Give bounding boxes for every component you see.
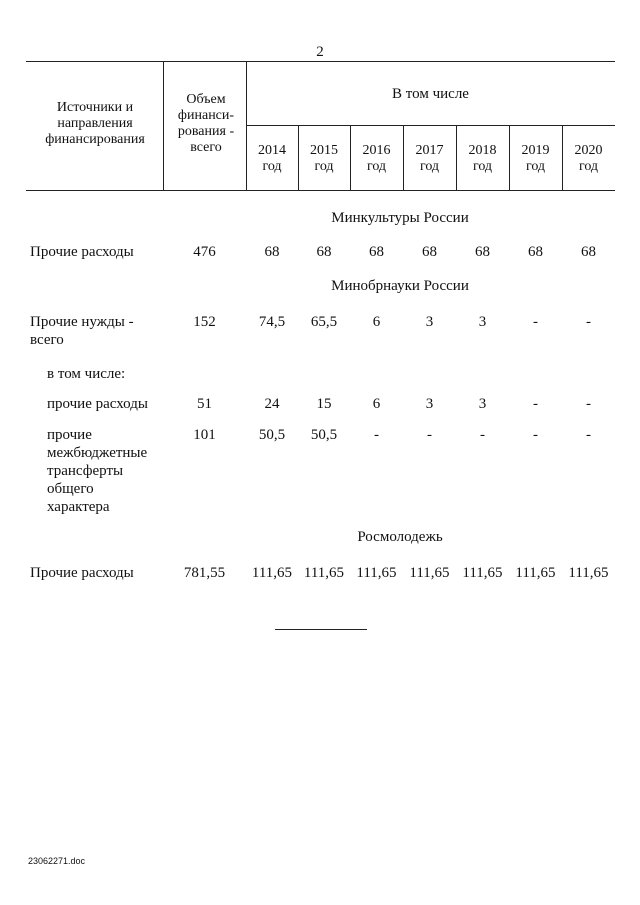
year-2014 — [246, 143, 298, 175]
header-year-rule — [246, 125, 615, 126]
row-value: - — [533, 427, 538, 443]
row-total: 101 — [193, 427, 216, 443]
row-total: 476 — [193, 244, 216, 260]
row-value: - — [533, 396, 538, 412]
row-value: - — [586, 314, 591, 330]
row-value: 111,65 — [568, 565, 609, 581]
row-value: 68 — [316, 244, 332, 260]
year-unit: год — [525, 159, 546, 174]
row-value: - — [374, 427, 379, 443]
section-title: Минкультуры России — [331, 210, 469, 226]
row-total: 152 — [193, 314, 216, 330]
year-unit: год — [419, 159, 440, 174]
row-value: 15 — [316, 396, 332, 412]
year-label: 2015 — [310, 143, 338, 158]
row-value: 50,5 — [310, 427, 338, 443]
year-label: 2017 — [415, 143, 444, 158]
year-2020 — [562, 143, 615, 175]
year-2017 — [403, 143, 456, 175]
row-value: 3 — [478, 396, 487, 412]
row-value: 74,5 — [258, 314, 286, 330]
year-2018 — [456, 143, 509, 175]
year-label: 2019 — [521, 143, 550, 158]
year-label: 2020 — [574, 143, 603, 158]
row-value: - — [586, 396, 591, 412]
year-unit: год — [314, 159, 334, 174]
row-value: 111,65 — [409, 565, 450, 581]
year-unit: год — [262, 159, 282, 174]
row-value: 111,65 — [356, 565, 397, 581]
row-label: прочие расходы — [47, 396, 148, 412]
row-value: 3 — [425, 396, 434, 412]
year-unit: год — [578, 159, 599, 174]
row-value: 3 — [425, 314, 434, 330]
row-value: 111,65 — [515, 565, 556, 581]
row-value: 3 — [478, 314, 487, 330]
row-value: 24 — [264, 396, 280, 412]
section-title: Минобрнауки России — [331, 278, 469, 294]
year-2016 — [350, 143, 403, 175]
row-value: 68 — [369, 244, 384, 260]
header-total: Объем финанси-рования - всего — [177, 92, 235, 155]
row-value: 65,5 — [310, 314, 338, 330]
header-top-rule — [26, 61, 615, 62]
row-total: 781,55 — [183, 565, 226, 581]
row-value: 111,65 — [303, 565, 345, 581]
row-value: - — [480, 427, 485, 443]
year-label: 2016 — [362, 143, 391, 158]
row-value: - — [533, 314, 538, 330]
year-unit: год — [366, 159, 387, 174]
row-value: 68 — [475, 244, 490, 260]
row-value: - — [427, 427, 432, 443]
row-label: Прочие расходы — [30, 565, 134, 581]
row-total: 51 — [197, 396, 212, 412]
row-value: 50,5 — [258, 427, 286, 443]
footer-filename: 23062271.doc — [28, 856, 86, 866]
page-number: 2 — [316, 44, 324, 60]
row-value: 6 — [372, 396, 381, 412]
col-divider-1 — [163, 61, 164, 190]
row-value: - — [586, 427, 591, 443]
year-2019 — [509, 143, 562, 175]
row-value: 68 — [581, 244, 596, 260]
year-2015 — [298, 143, 350, 175]
row-label: Прочие расходы — [30, 244, 134, 260]
year-label: 2018 — [468, 143, 497, 158]
row-label: Прочие нужды - всего — [30, 314, 134, 348]
header-including: В том числе — [392, 86, 469, 102]
end-rule — [275, 629, 367, 630]
row-value: 68 — [528, 244, 543, 260]
section-title: Росмолодежь — [357, 529, 443, 545]
row-label: прочие межбюджетные трансферты общего характера — [47, 427, 148, 515]
row-label-including: в том числе: — [47, 366, 126, 382]
row-value: 6 — [372, 314, 381, 330]
year-unit: год — [472, 159, 493, 174]
header-bottom-rule — [26, 190, 615, 191]
row-value: 111,65 — [462, 565, 503, 581]
header-sources: Источники и направления финансирования — [45, 100, 145, 147]
year-label: 2014 — [258, 143, 286, 158]
row-value: 68 — [264, 244, 280, 260]
row-value: 111,65 — [251, 565, 293, 581]
row-value: 68 — [422, 244, 437, 260]
